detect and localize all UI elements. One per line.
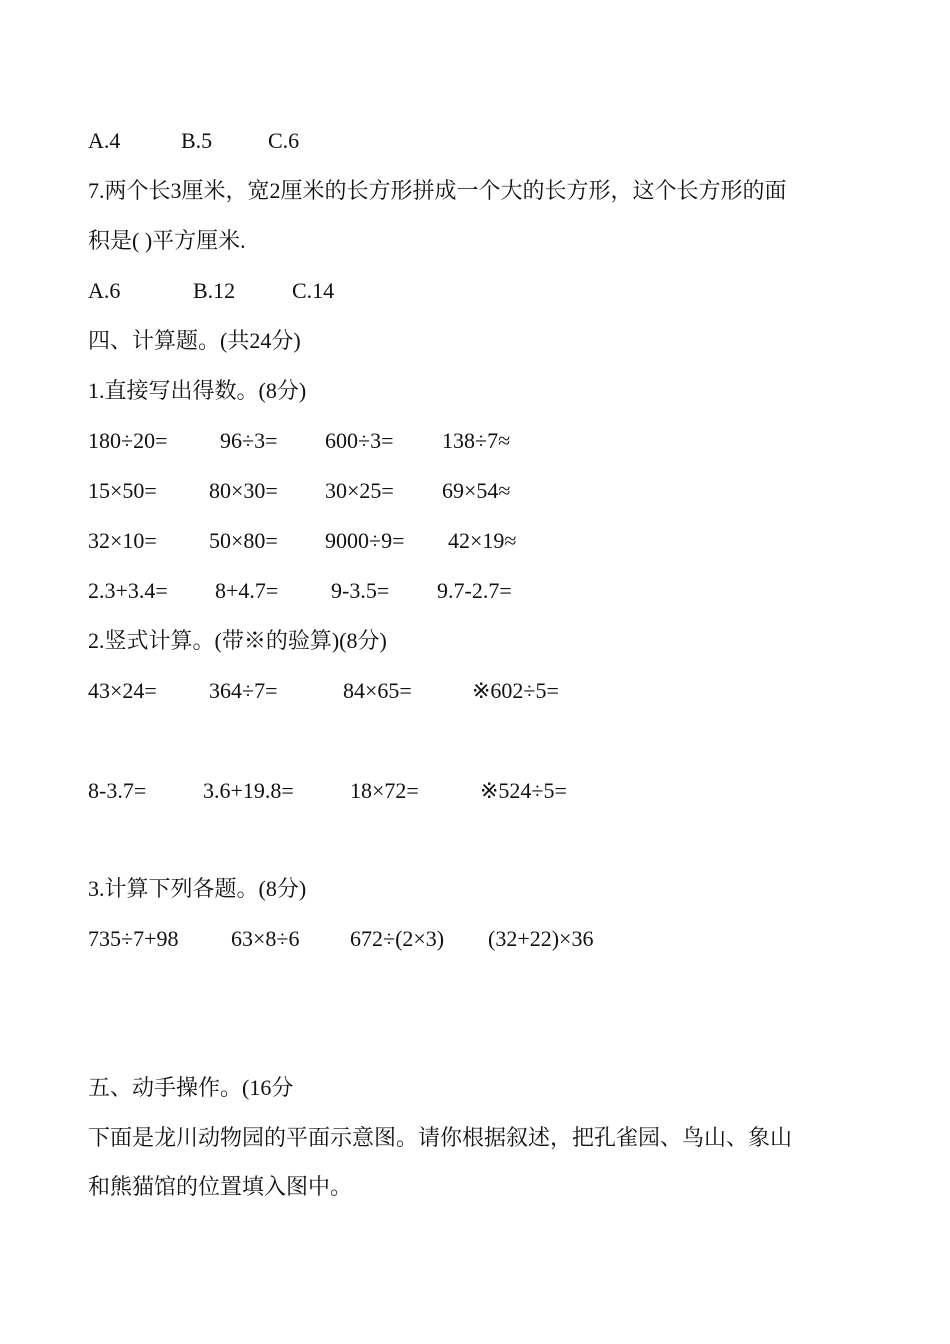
vertical-calc-item: ※602÷5= — [472, 678, 559, 703]
vertical-calc-item: 18×72= — [350, 778, 419, 803]
mixed-calc-item: 735÷7+98 — [88, 926, 179, 951]
mixed-calc-item: 63×8÷6 — [231, 926, 300, 951]
section5-text-line1: 下面是龙川动物园的平面示意图。请你根据叙述，把孔雀园、鸟山、象山 — [88, 1125, 793, 1150]
q7-option-a: A.6 — [88, 278, 121, 303]
mental-math-item: 180÷20= — [88, 428, 168, 453]
mental-math-item: 600÷3= — [325, 428, 394, 453]
mixed-calc-item: (32+22)×36 — [488, 926, 594, 951]
vertical-calc-item: 84×65= — [343, 678, 412, 703]
q6-option-b: B.5 — [181, 128, 213, 153]
mental-math-item: 69×54≈ — [442, 478, 511, 503]
mental-math-item: 15×50= — [88, 478, 157, 503]
vertical-calc-item: 8-3.7= — [88, 778, 147, 803]
mental-math-item: 42×19≈ — [448, 528, 517, 553]
mental-math-item: 9-3.5= — [331, 578, 390, 603]
section5-text-line2: 和熊猫馆的位置填入图中。 — [88, 1174, 353, 1199]
section5-title: 五、动手操作。(16分 — [88, 1075, 294, 1100]
mental-math-item: 30×25= — [325, 478, 394, 503]
mental-math-item: 8+4.7= — [215, 578, 279, 603]
q7-text-line1: 7.两个长3厘米，宽2厘米的长方形拼成一个大的长方形，这个长方形的面 — [88, 178, 787, 203]
mental-math-item: 32×10= — [88, 528, 157, 553]
section4-p1-title: 1.直接写出得数。(8分) — [88, 378, 307, 403]
vertical-calc-item: 43×24= — [88, 678, 157, 703]
q6-option-a: A.4 — [88, 128, 121, 153]
q7-option-b: B.12 — [193, 278, 236, 303]
q7-option-c: C.14 — [292, 278, 335, 303]
mental-math-item: 2.3+3.4= — [88, 578, 168, 603]
mental-math-item: 9.7-2.7= — [437, 578, 512, 603]
vertical-calc-item: 364÷7= — [209, 678, 278, 703]
mental-math-item: 9000÷9= — [325, 528, 405, 553]
mental-math-item: 96÷3= — [220, 428, 278, 453]
vertical-calc-item: ※524÷5= — [480, 778, 567, 803]
q7-text-line2: 积是( )平方厘米. — [88, 228, 246, 253]
section4-title: 四、计算题。(共24分) — [88, 328, 301, 353]
mixed-calc-item: 672÷(2×3) — [350, 926, 445, 951]
q6-option-c: C.6 — [268, 128, 300, 153]
mental-math-item: 50×80= — [209, 528, 278, 553]
mental-math-item: 80×30= — [209, 478, 278, 503]
section4-p3-title: 3.计算下列各题。(8分) — [88, 876, 307, 901]
section4-p2-title: 2.竖式计算。(带※的验算)(8分) — [88, 628, 387, 653]
vertical-calc-item: 3.6+19.8= — [203, 778, 294, 803]
mental-math-item: 138÷7≈ — [442, 428, 511, 453]
